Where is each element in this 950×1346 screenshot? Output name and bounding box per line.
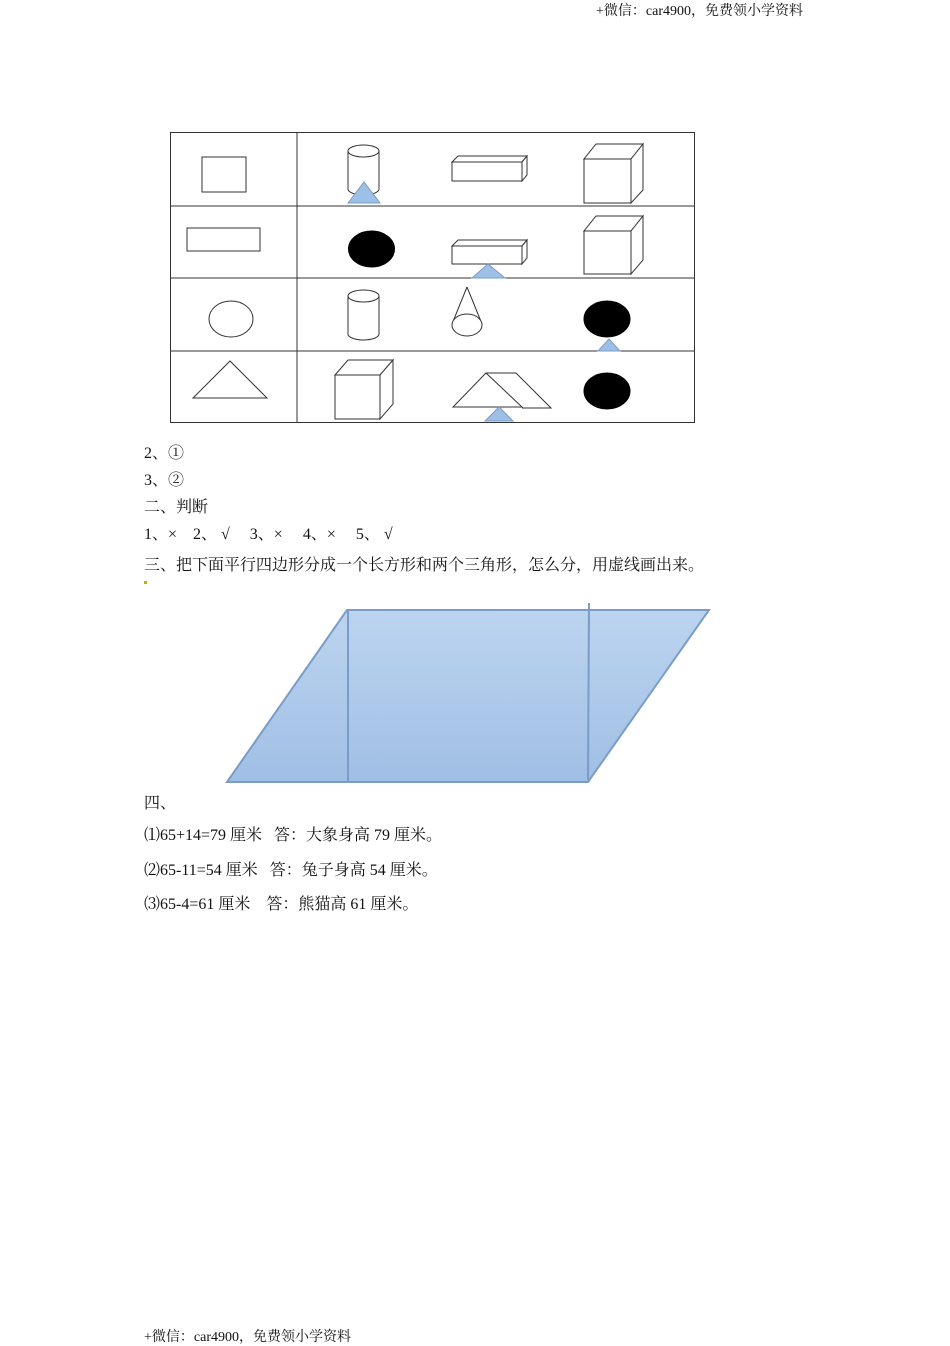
cube (335, 360, 393, 419)
sphere-dark (584, 373, 630, 409)
judge-title: 二、判断 (144, 499, 209, 516)
triangular-prism (453, 373, 551, 408)
cube (584, 144, 643, 203)
selection-marker (472, 264, 505, 278)
cylinder (348, 290, 379, 340)
row-2 (187, 216, 643, 278)
judge-answers: 1、× 2、 √ 3、× 4、× 5、 √ (144, 526, 393, 543)
rectangle-face (187, 228, 260, 251)
answer-3: 3、② (144, 472, 185, 489)
long-box (452, 240, 527, 264)
sphere-dark (349, 231, 395, 267)
divider-right (588, 603, 589, 780)
row-4 (193, 360, 630, 421)
shapes-table (170, 132, 695, 423)
square-face (202, 157, 246, 192)
edit-mark (144, 581, 147, 584)
section4-item-3: ⑶65-4=61 厘米 答：熊猫高 61 厘米。 (144, 896, 419, 913)
sphere-dark (584, 301, 630, 337)
cube (584, 216, 643, 274)
row-3 (209, 287, 630, 351)
parallelogram-figure (225, 600, 715, 786)
page-header: +微信：car4900，免费领小学资料 (596, 4, 803, 19)
answer-2: 2、① (144, 445, 185, 462)
page-footer: +微信：car4900，免费领小学资料 (144, 1330, 351, 1345)
circle-face (209, 301, 253, 337)
long-box (452, 156, 527, 181)
row-1 (202, 144, 643, 203)
selection-marker (598, 339, 620, 351)
parallelogram (227, 610, 709, 782)
selection-marker (485, 407, 513, 421)
cone (452, 287, 482, 336)
triangle-face (193, 361, 267, 398)
section4-item-1: ⑴65+14=79 厘米 答：大象身高 79 厘米。 (144, 827, 443, 844)
section3-title: 三、把下面平行四边形分成一个长方形和两个三角形，怎么分，用虚线画出来。 (144, 557, 705, 574)
section4-title: 四、 (144, 795, 177, 812)
section4-item-2: ⑵65-11=54 厘米 答：兔子身高 54 厘米。 (144, 862, 438, 879)
